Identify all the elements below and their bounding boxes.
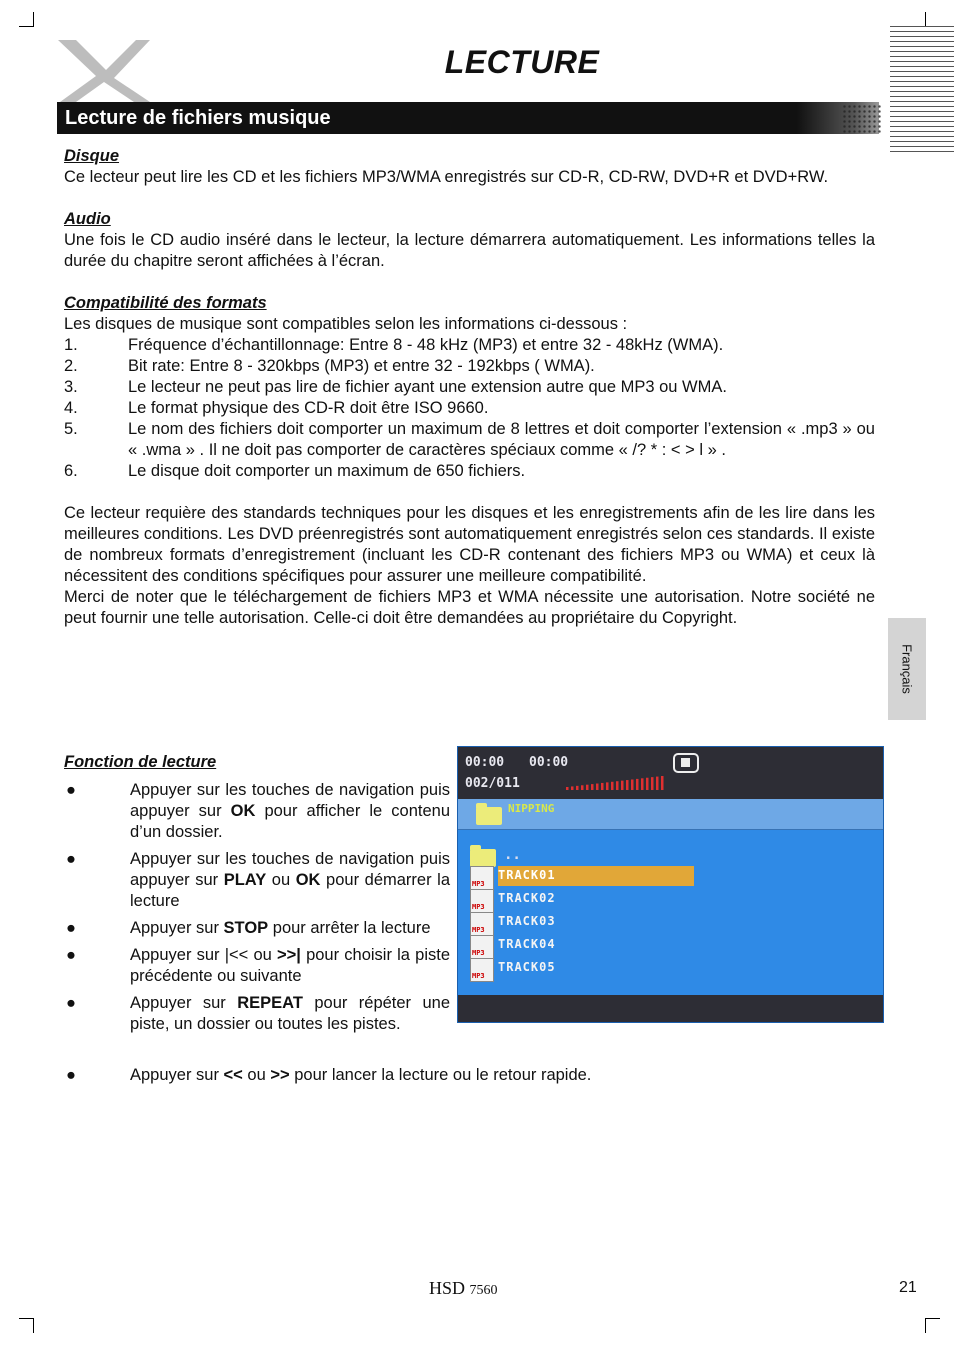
level-bar [586, 785, 589, 790]
level-bar [571, 786, 574, 790]
screen-bottom-bar [458, 995, 883, 1022]
bullet-icon: ● [66, 946, 76, 964]
bullet-icon: ● [66, 850, 76, 868]
total-time: 00:00 [529, 755, 569, 770]
elapsed-time: 00:00 [465, 755, 505, 770]
level-bar [661, 776, 664, 790]
mp3-file-icon: MP3 [470, 889, 494, 913]
folder-name: NIPPING [508, 802, 555, 815]
mp3-file-icon: MP3 [470, 866, 494, 890]
function-bullets [64, 780, 450, 1041]
level-bar [631, 779, 634, 790]
level-bar [601, 783, 604, 790]
level-bar [626, 780, 629, 790]
disque-heading: Disque [64, 147, 120, 165]
compat-intro: Les disques de musique sont compatibles selon les informations ci-dessous : [64, 315, 628, 333]
list-item-number: 3. [64, 378, 78, 396]
track-row[interactable] [470, 935, 694, 955]
level-bar [621, 781, 624, 790]
level-bar [656, 777, 659, 790]
track-counter: 002/011 [465, 776, 520, 791]
crop-mark-bottom-right [925, 1318, 940, 1333]
section-title: Lecture de fichiers musique [65, 107, 331, 129]
track-row[interactable] [470, 889, 694, 909]
level-meter-icon [546, 776, 666, 790]
track-row[interactable] [470, 912, 694, 932]
fonction-heading: Fonction de lecture [64, 753, 217, 771]
track-name: TRACK03 [498, 914, 556, 928]
standards-paragraph-2: Merci de noter que le téléchargement de fichiers MP3 et WMA nécessite une autorisation. Notre société ne peut fournir une telle autorisation. Celle-ci doit être demandées au propriétaire du Copyright. [64, 588, 875, 627]
model-number: 7560 [469, 1283, 498, 1298]
level-bar [646, 778, 649, 790]
level-bar [596, 784, 599, 790]
list-item-text: Fréquence d’échantillonnage: Entre 8 - 48 kHz (MP3) et entre 32 - 48kHz (WMA). [128, 336, 724, 354]
track-name: TRACK05 [498, 960, 556, 974]
list-item [64, 419, 875, 461]
track-name: TRACK01 [498, 868, 556, 882]
level-bar [581, 785, 584, 790]
crop-mark-bottom-left [19, 1318, 34, 1333]
bullet-text: Appuyer sur STOP pour arrêter la lecture [130, 919, 431, 937]
list-item [64, 377, 875, 398]
list-item [64, 1065, 764, 1086]
language-tab-label: Français [899, 644, 915, 694]
list-item [64, 461, 875, 482]
bullet-text: Appuyer sur les touches de navigation puis appuyer sur PLAY ou OK pour démarrer la lecture [130, 850, 450, 910]
parent-folder-entry: .. [504, 847, 521, 863]
compat-heading: Compatibilité des formats [64, 294, 267, 312]
list-item [64, 335, 875, 356]
level-bar [616, 781, 619, 790]
folder-icon [476, 807, 502, 825]
bullet-icon: ● [66, 994, 76, 1012]
crop-mark-top-right [925, 12, 940, 27]
audio-text: Une fois le CD audio inséré dans le lecteur, la lecture démarrera automatiquement. Les informations telles la durée du chapitre seront affichées à l’écran. [64, 231, 875, 270]
language-tab [888, 618, 926, 720]
level-bar [641, 778, 644, 790]
model-name: HSD [429, 1278, 466, 1298]
mp3-file-icon: MP3 [470, 935, 494, 959]
audio-heading: Audio [64, 210, 111, 228]
list-item [64, 398, 875, 419]
list-item [64, 918, 450, 939]
level-bar [606, 782, 609, 790]
mp3-file-icon: MP3 [470, 958, 494, 982]
level-bar [611, 782, 614, 790]
track-row[interactable] [470, 866, 694, 886]
page-number: 21 [899, 1279, 917, 1296]
list-item [64, 945, 450, 987]
player-screenshot [457, 746, 884, 1023]
list-item-text: Le format physique des CD-R doit être ISO 9660. [128, 399, 489, 417]
page-title: LECTURE [444, 44, 600, 80]
list-item-text: Le nom des fichiers doit comporter un maximum de 8 lettres et doit comporter l’extension « .mp3 » ou « .wma » . Il ne doit pas comporter de caractères spéciaux comme « /? * : < > l » . [128, 420, 875, 459]
bullet-icon: ● [66, 919, 76, 937]
level-bar [651, 777, 654, 790]
list-item-number: 6. [64, 462, 78, 480]
list-item [64, 993, 450, 1035]
level-bar [591, 784, 594, 790]
section-header-bar [57, 102, 879, 134]
list-item-number: 1. [64, 336, 78, 354]
bullet-text: Appuyer sur les touches de navigation puis appuyer sur OK pour afficher le contenu d’un dossier. [130, 781, 451, 841]
track-name: TRACK02 [498, 891, 556, 905]
bullet-text: Appuyer sur REPEAT pour répéter une piste, un dossier ou toutes les pistes. [130, 994, 451, 1033]
list-item [64, 849, 450, 912]
list-item [64, 780, 450, 843]
bullet-icon: ● [66, 781, 76, 799]
level-bar [566, 787, 569, 790]
list-item-text: Le lecteur ne peut pas lire de fichier ayant une extension autre que MP3 ou WMA. [128, 378, 727, 396]
section-dots-decoration [842, 104, 882, 134]
track-name: TRACK04 [498, 937, 556, 951]
disque-text: Ce lecteur peut lire les CD et les fichiers MP3/WMA enregistrés sur CD-R, CD-RW, DVD+R et DVD+RW. [64, 168, 829, 186]
list-item-number: 2. [64, 357, 78, 375]
main-content [64, 146, 875, 629]
crop-mark-top-left [19, 12, 34, 27]
footer-model [429, 1278, 498, 1299]
list-item-number: 4. [64, 399, 78, 417]
screen-status-bar [458, 747, 883, 799]
level-bar [576, 786, 579, 790]
standards-paragraph-1: Ce lecteur requière des standards techniques pour les disques et les enregistrements afin de les lire dans les meilleures conditions. Les DVD préenregistrés sont automatiquement enregistrés selon ces standards. Il existe de nombreux formats d’enregistrement (incluant les CD-R contenant des fichiers MP3 ou WMA) et ceux là nécessitent des conditions spécifiques pour assurer une meilleure compatibilité. [64, 504, 875, 585]
mp3-file-icon: MP3 [470, 912, 494, 936]
list-item-text: Le disque doit comporter un maximum de 650 fichiers. [128, 462, 526, 480]
list-item-number: 5. [64, 420, 78, 438]
bullet-text: Appuyer sur |<< ou >>| pour choisir la piste précédente ou suivante [130, 946, 450, 985]
parent-folder-icon [470, 849, 496, 867]
level-bar [636, 779, 639, 790]
compat-list [64, 335, 875, 482]
track-row[interactable] [470, 958, 694, 978]
bullet-text: Appuyer sur << ou >> pour lancer la lecture ou le retour rapide. [130, 1066, 592, 1084]
stop-icon [673, 753, 699, 773]
list-item [64, 356, 875, 377]
list-item-text: Bit rate: Entre 8 - 320kbps (MP3) et entre 32 - 192kbps ( WMA). [128, 357, 595, 375]
bullet-icon: ● [66, 1066, 76, 1084]
